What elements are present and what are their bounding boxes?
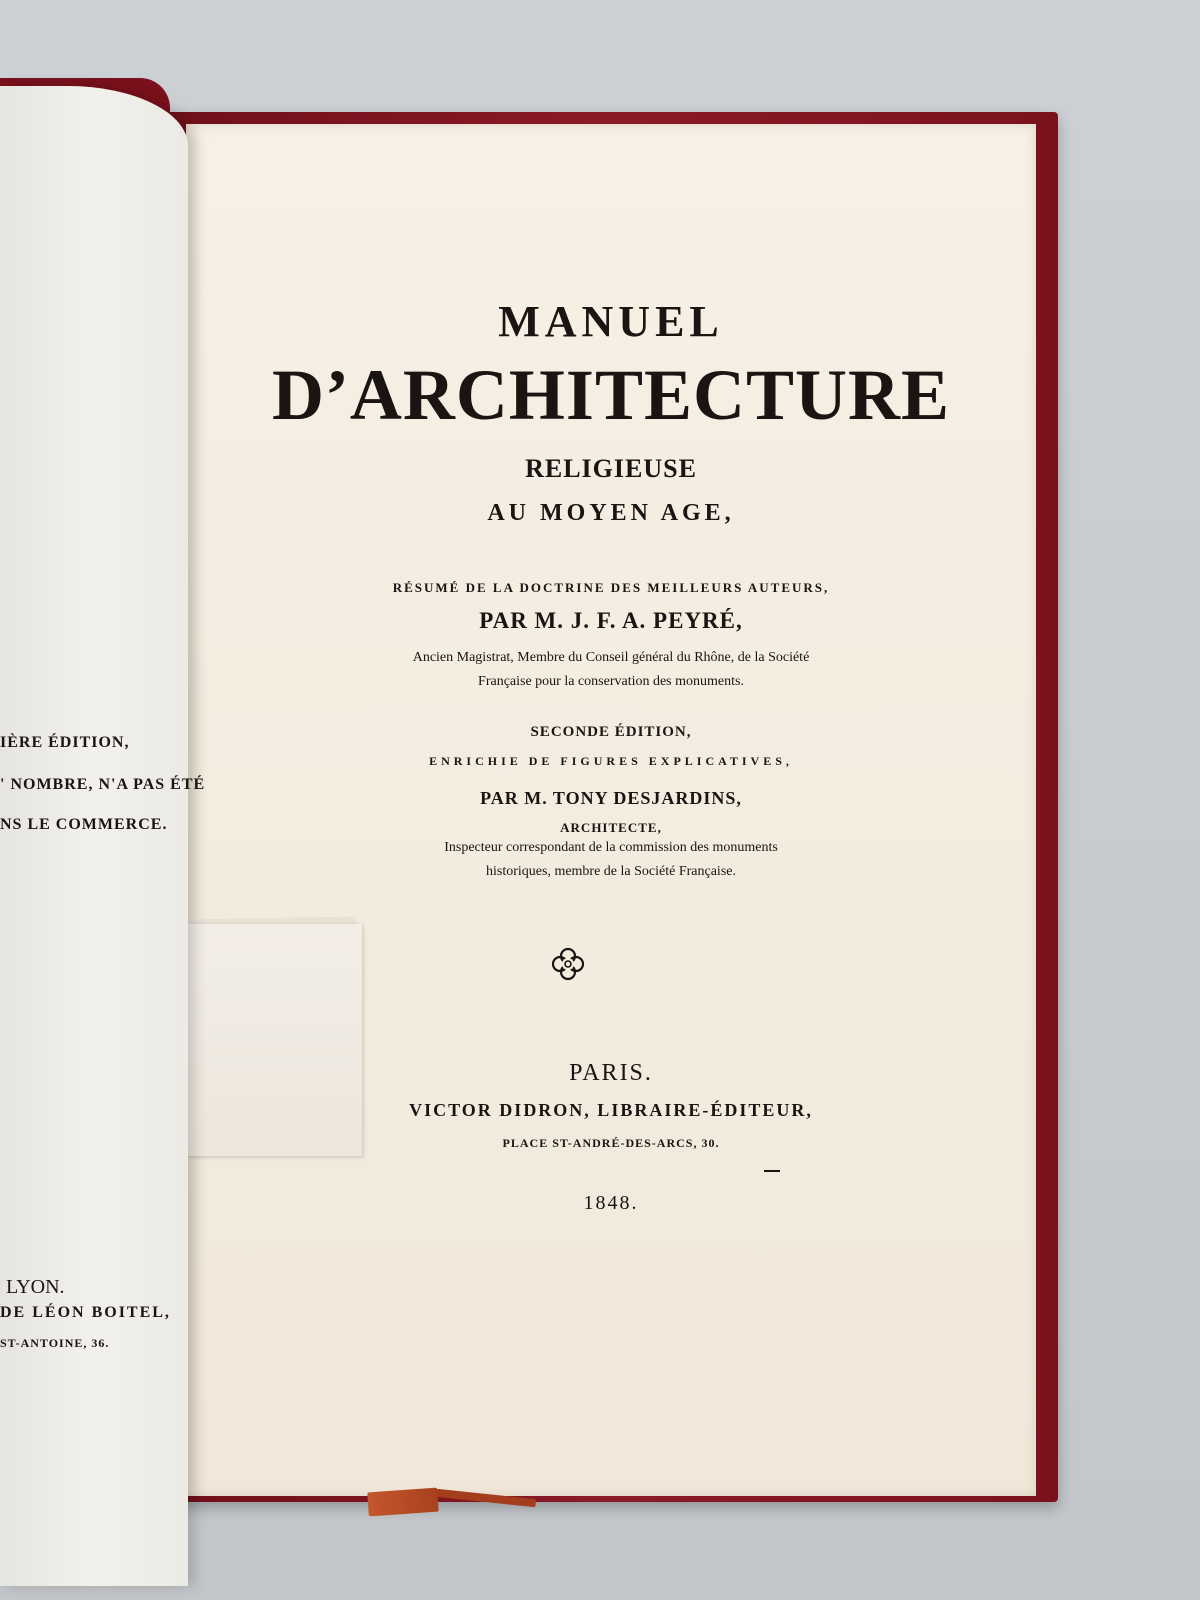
left-page (0, 86, 206, 1586)
left-page-line-3: NS LE COMMERCE. (0, 816, 168, 833)
title-page (186, 124, 1036, 1496)
ribbon-bookmark (367, 1488, 439, 1517)
resume-line: RÉSUMÉ DE LA DOCTRINE DES MEILLEURS AUTEURS, (392, 580, 830, 595)
illustrator-credentials-1: Inspecteur correspondant de la commission des monuments (444, 840, 778, 855)
imprint-rule (764, 1170, 780, 1172)
left-page-line-4: LYON. (6, 1276, 65, 1298)
left-page-line-5: DE LÉON BOITEL, (0, 1304, 171, 1321)
imprint-year: 1848. (583, 1192, 639, 1214)
title-word-architecture: D’ARCHITECTURE (271, 355, 951, 435)
author-credentials-2: Française pour la conservation des monuments. (478, 674, 744, 689)
imprint-address: PLACE ST-ANDRÉ-DES-ARCS, 30. (502, 1136, 720, 1150)
left-page-line-6: ST-ANTOINE, 36. (0, 1336, 110, 1350)
illustrator-line: PAR M. TONY DESJARDINS, (480, 788, 742, 808)
edition-line: SECONDE ÉDITION, (530, 724, 692, 740)
subtitle-moyen-age: AU MOYEN AGE, (487, 500, 735, 526)
illustrator-role: ARCHITECTE, (560, 820, 662, 835)
left-page-line-1: IÈRE ÉDITION, (0, 734, 130, 751)
title-page-text-block (186, 124, 1036, 1496)
author-credentials-1: Ancien Magistrat, Membre du Conseil général du Rhône, de la Société (412, 650, 810, 665)
imprint-city: PARIS. (569, 1060, 653, 1086)
enrichie-line: ENRICHIE DE FIGURES EXPLICATIVES, (429, 754, 793, 768)
title-word-manuel: MANUEL (498, 297, 724, 346)
subtitle-religieuse: RELIGIEUSE (525, 454, 697, 483)
left-page-line-2: ' NOMBRE, N'A PAS ÉTÉ (0, 776, 206, 793)
quatrefoil-ornament-icon (550, 946, 586, 982)
author-line: PAR M. J. F. A. PEYRÉ, (479, 608, 743, 633)
imprint-publisher: VICTOR DIDRON, LIBRAIRE-ÉDITEUR, (409, 1100, 813, 1120)
illustrator-credentials-2: historiques, membre de la Société Française. (486, 864, 736, 879)
paper-slip (186, 924, 362, 1156)
